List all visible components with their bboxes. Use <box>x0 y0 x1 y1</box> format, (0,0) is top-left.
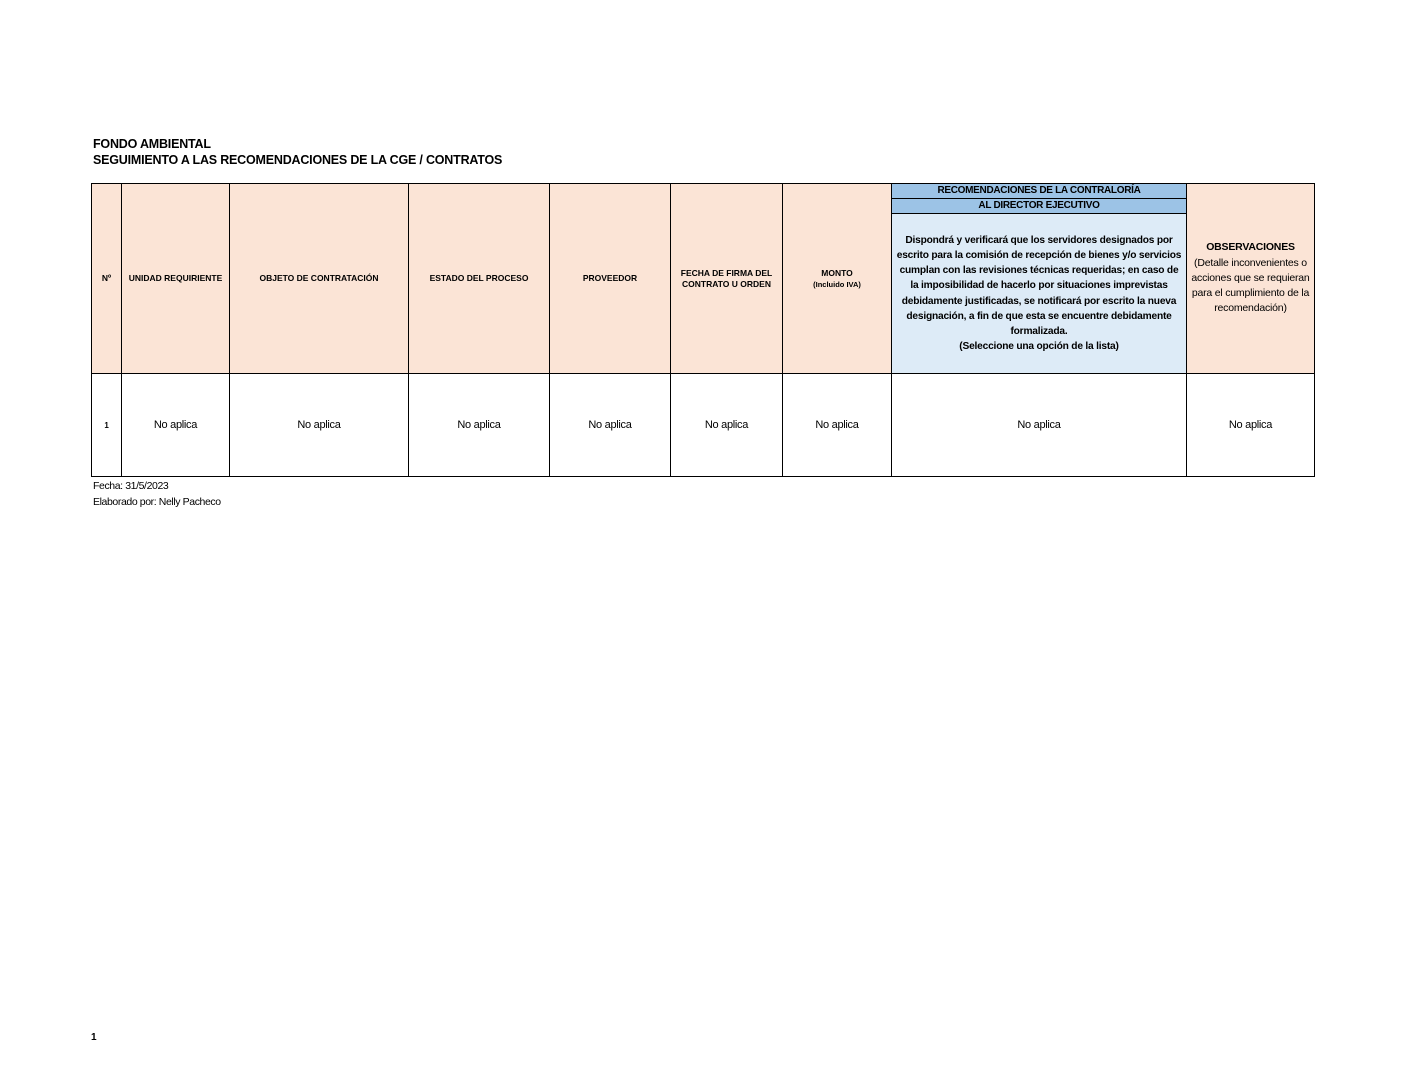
row-num: 1 <box>92 374 122 477</box>
recommendation-select-note: (Seleccione una opción de la lista) <box>959 341 1119 353</box>
row-estado: No aplica <box>409 374 550 477</box>
monto-label: MONTO <box>821 267 853 278</box>
col-header-observaciones <box>1187 184 1315 374</box>
row-objeto: No aplica <box>230 374 409 477</box>
row-observaciones: No aplica <box>1187 374 1315 477</box>
document-org-title: FONDO AMBIENTAL <box>93 137 211 151</box>
footer-elaborado: Elaborado por: Nelly Pacheco <box>93 496 221 508</box>
observaciones-description: (Detalle inconvenientes o acciones que se requieran para el cumplimiento de la recomendación) <box>1191 256 1310 315</box>
monto-sublabel: (Incluido IVA) <box>813 279 861 289</box>
col-header-objeto: OBJETO DE CONTRATACIÓN <box>230 184 409 374</box>
row-monto: No aplica <box>783 374 892 477</box>
table-row <box>92 374 1315 477</box>
row-proveedor: No aplica <box>550 374 671 477</box>
recommendation-text-cell <box>892 214 1187 374</box>
col-header-director: AL DIRECTOR EJECUTIVO <box>892 199 1187 214</box>
col-header-fecha: FECHA DE FIRMA DEL CONTRATO U ORDEN <box>671 184 783 374</box>
document-subtitle: SEGUIMIENTO A LAS RECOMENDACIONES DE LA CGE / CONTRATOS <box>93 153 503 167</box>
col-header-monto <box>783 184 892 374</box>
observaciones-title: OBSERVACIONES <box>1206 241 1295 254</box>
recommendation-text: Dispondrá y verificará que los servidores designados por escrito para la comisión de recepción de bienes y/o servicios cumplan con las revisiones técnicas requeridas; en caso de la imposibilidad de hacerlo por situaciones imprevistas debidamente justificadas, se notificará por escrito la nueva designación, a fin de que esta se encuentre debidamente formalizada. <box>896 234 1182 337</box>
footer-fecha: Fecha: 31/5/2023 <box>93 480 169 492</box>
col-header-estado: ESTADO DEL PROCESO <box>409 184 550 374</box>
col-header-proveedor: PROVEEDOR <box>550 184 671 374</box>
col-header-num: Nº <box>92 184 122 374</box>
col-header-unidad: UNIDAD REQUIRIENTE <box>122 184 230 374</box>
page-number: 1 <box>91 1032 97 1043</box>
row-unidad: No aplica <box>122 374 230 477</box>
col-header-recomendaciones: RECOMENDACIONES DE LA CONTRALORÍA <box>892 184 1187 199</box>
recommendations-table <box>91 183 1315 477</box>
row-recomendacion: No aplica <box>892 374 1187 477</box>
row-fecha: No aplica <box>671 374 783 477</box>
